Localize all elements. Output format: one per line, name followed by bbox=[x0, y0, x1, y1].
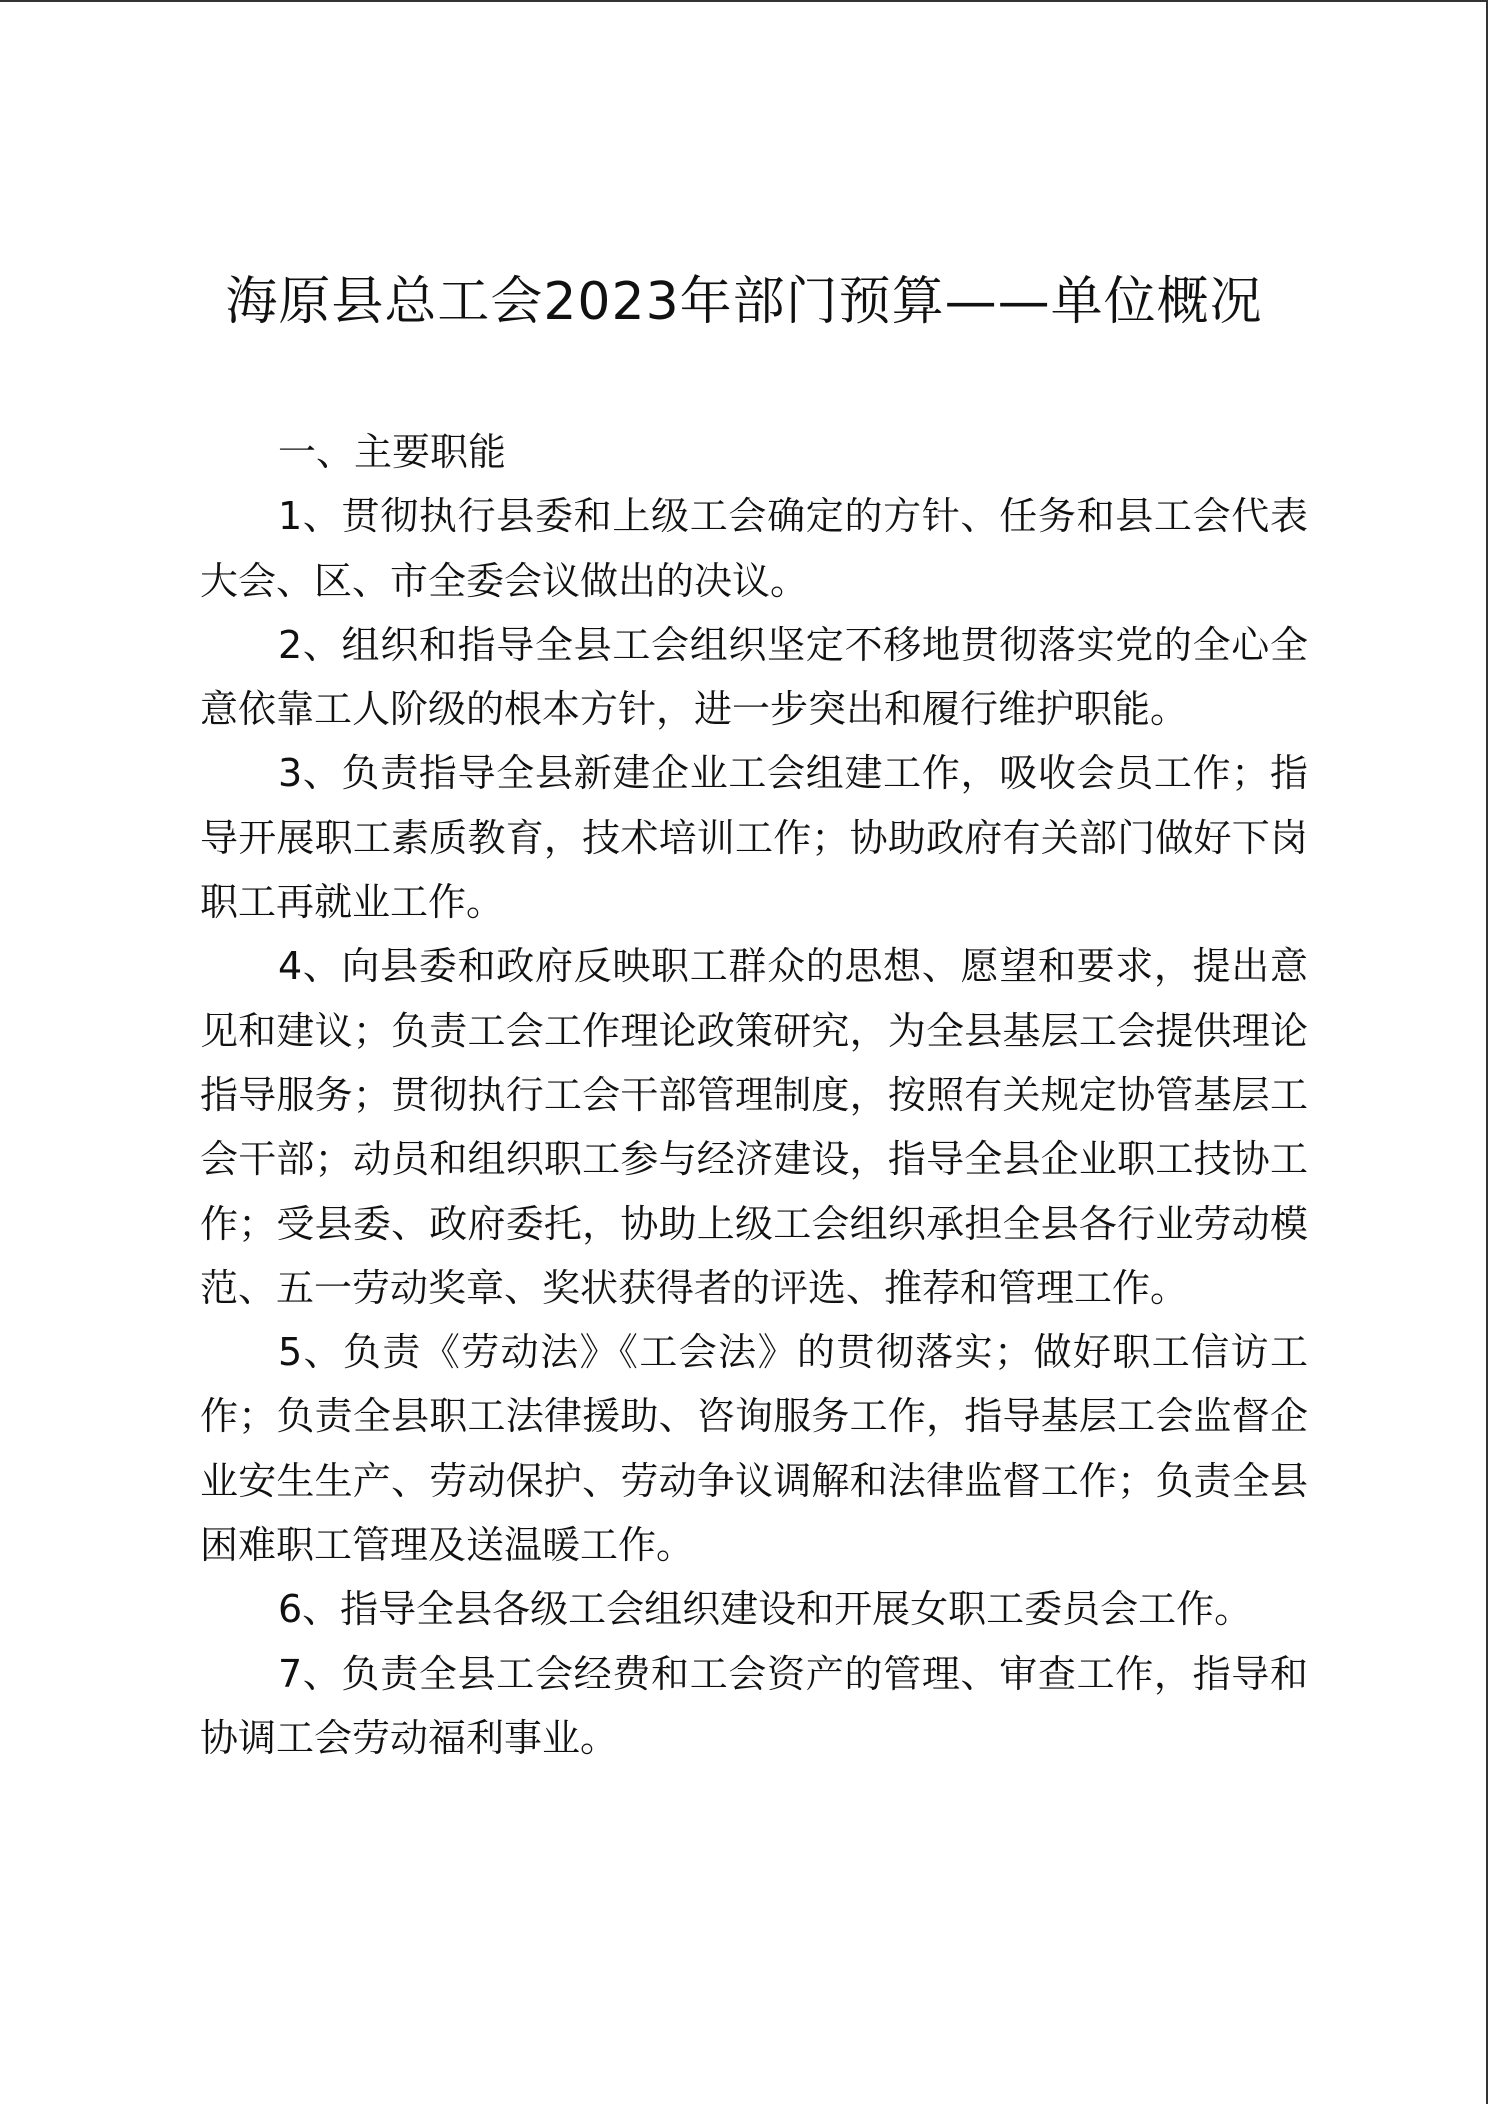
duty-item-3: 3、负责指导全县新建企业工会组建工作，吸收会员工作；指导开展职工素质教育，技术培训工作；协助政府有关部门做好下岗职工再就业工作。 bbox=[200, 751, 1308, 925]
duty-item-4: 4、向县委和政府反映职工群众的思想、愿望和要求，提出意见和建议；负责工会工作理论政策研究，为全县基层工会提供理论指导服务；贯彻执行工会干部管理制度，按照有关规定协管基层工会干部；动员和组织职工参与经济建设，指导全县企业职工技协工作；受县委、政府委托，协助上级工会组织承担全县各行业劳动模范、五一劳动奖章、奖状获得者的评选、推荐和管理工作。 bbox=[200, 944, 1308, 1310]
duty-item-5: 5、负责《劳动法》《工会法》的贯彻落实；做好职工信访工作；负责全县职工法律援助、咨询服务工作，指导基层工会监督企业安生生产、劳动保护、劳动争议调解和法律监督工作；负责全县困难职工管理及送温暖工作。 bbox=[200, 1330, 1308, 1568]
duty-item-2: 2、组织和指导全县工会组织坚定不移地贯彻落实党的全心全意依靠工人阶级的根本方针，进一步突出和履行维护职能。 bbox=[200, 622, 1308, 732]
document-body bbox=[200, 420, 1308, 1770]
duty-item-1: 1、贯彻执行县委和上级工会确定的方针、任务和县工会代表大会、区、市全委会议做出的决议。 bbox=[200, 494, 1308, 603]
section-heading: 一、主要职能 bbox=[278, 430, 507, 474]
duty-item-7: 7、负责全县工会经费和工会资产的管理、审查工作，指导和协调工会劳动福利事业。 bbox=[200, 1651, 1308, 1760]
document-title: 海原县总工会2023年部门预算——单位概况 bbox=[225, 271, 1263, 332]
duty-item-6: 6、指导全县各级工会组织建设和开展女职工委员会工作。 bbox=[278, 1587, 1253, 1632]
